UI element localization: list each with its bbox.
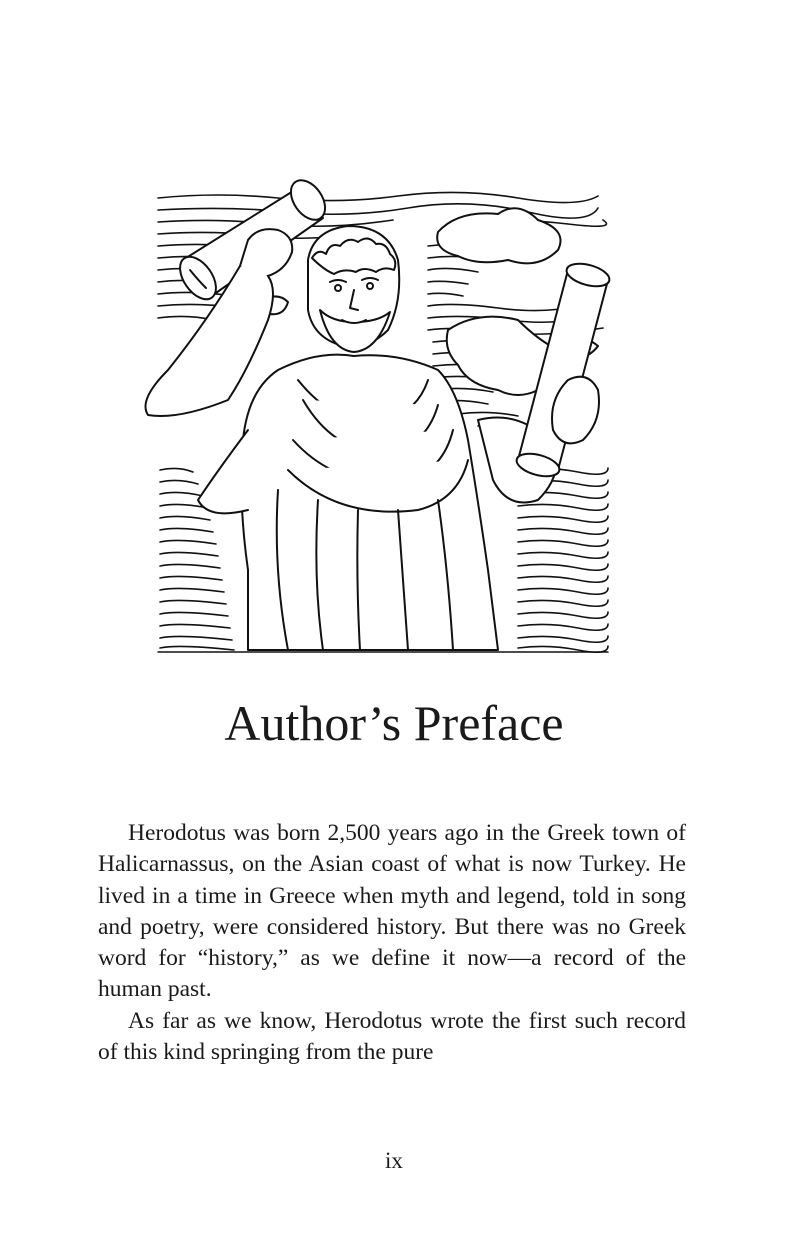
head [308, 226, 399, 352]
page-number: ix [385, 1148, 403, 1173]
preface-body [98, 818, 686, 1068]
chapter-title: Author’s Preface [224, 695, 564, 751]
paragraph: Herodotus was born 2,500 years ago in the Greek town of Halicarnassus, on the Asian coast of what is now Turkey. He lived in a time in Greece when myth and legend, told in song and poetry, were considered history. But there was no Greek word for “history,” as we define it now—a record of the human past. [98, 820, 686, 1003]
paragraph: As far as we know, Herodotus wrote the first such record of this kind springing from the pure [98, 1007, 686, 1066]
herodotus-illustration [98, 170, 664, 656]
herodotus-portrait-icon [98, 170, 664, 656]
robe [198, 355, 498, 650]
